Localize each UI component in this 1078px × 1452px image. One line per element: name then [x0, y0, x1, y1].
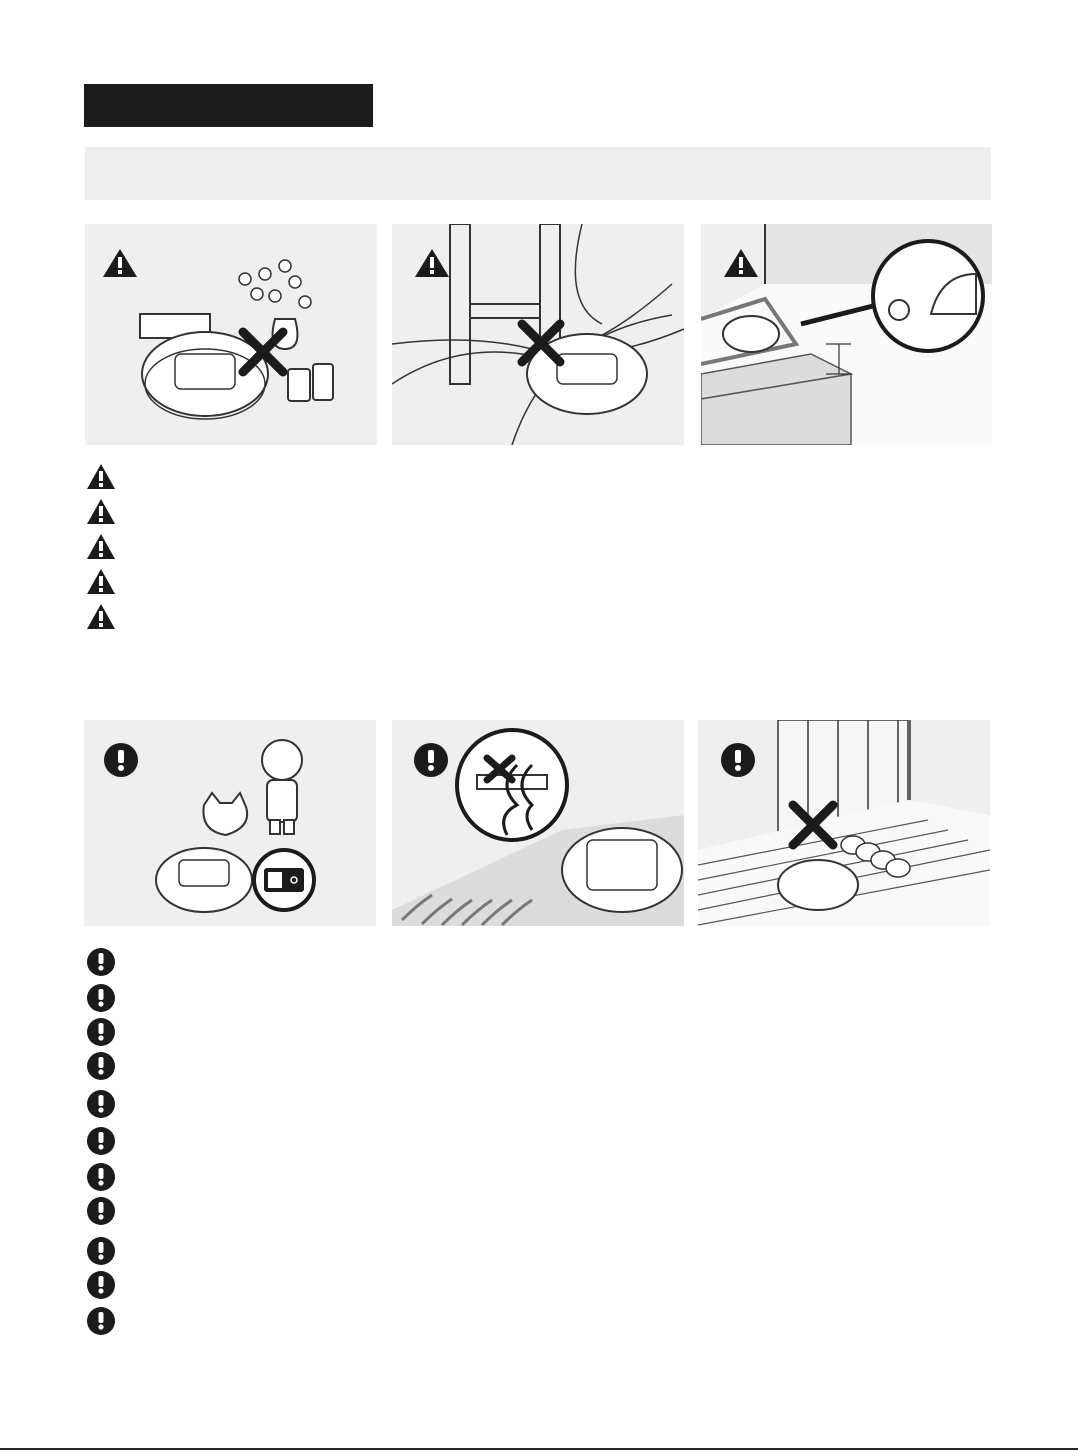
caution-item-icon	[86, 1306, 116, 1336]
warning-triangle-icon	[86, 497, 116, 527]
warning-panel-stairs	[701, 224, 992, 445]
exclamation-circle-icon	[86, 1270, 116, 1300]
warning-triangle-icon	[86, 532, 116, 562]
warning-triangle-icon	[86, 602, 116, 632]
exclamation-circle-icon	[104, 743, 138, 777]
caution-item-icon	[86, 983, 116, 1013]
illustration-stairs	[701, 224, 992, 445]
section-title	[84, 95, 96, 115]
caution-item-icon	[86, 947, 116, 977]
warning-item-icon	[86, 497, 116, 527]
caution-item-icon	[86, 1196, 116, 1226]
subtitle-box	[85, 147, 991, 200]
illustration-shoes	[698, 720, 990, 926]
warning-triangle-icon	[86, 462, 116, 492]
warning-triangle-icon	[724, 249, 758, 277]
caution-item-icon	[86, 1270, 116, 1300]
exclamation-circle-icon	[86, 1051, 116, 1081]
caution-panel-carpet	[392, 720, 684, 926]
exclamation-circle-icon	[86, 1162, 116, 1192]
caution-panel-shoes	[698, 720, 990, 926]
caution-item-icon	[86, 1162, 116, 1192]
warning-item-icon	[86, 567, 116, 597]
warning-triangle-icon	[86, 567, 116, 597]
warning-item-icon	[86, 462, 116, 492]
warning-triangle-icon	[415, 249, 449, 277]
section-header-bar	[84, 84, 373, 127]
warning-triangle-icon	[103, 249, 137, 277]
caution-item-icon	[86, 1017, 116, 1047]
bottom-divider	[0, 1448, 1078, 1450]
caution-item-icon	[86, 1051, 116, 1081]
exclamation-circle-icon	[86, 1306, 116, 1336]
exclamation-circle-icon	[86, 1196, 116, 1226]
exclamation-circle-icon	[721, 743, 755, 777]
caution-item-icon	[86, 1126, 116, 1156]
illustration-fragile-items	[85, 224, 377, 445]
caution-panel-child-pet	[84, 720, 376, 926]
warning-item-icon	[86, 532, 116, 562]
exclamation-circle-icon	[86, 1236, 116, 1266]
warning-panel-cables	[392, 224, 684, 445]
caution-item-icon	[86, 1236, 116, 1266]
exclamation-circle-icon	[86, 1017, 116, 1047]
caution-item-icon	[86, 1089, 116, 1119]
exclamation-circle-icon	[86, 983, 116, 1013]
illustration-cables	[392, 224, 684, 445]
subtitle-text	[85, 165, 97, 182]
illustration-carpet	[392, 720, 684, 926]
exclamation-circle-icon	[86, 947, 116, 977]
exclamation-circle-icon	[86, 1126, 116, 1156]
exclamation-circle-icon	[86, 1089, 116, 1119]
warning-panel-fragile-items	[85, 224, 377, 445]
illustration-child-pet	[84, 720, 376, 926]
exclamation-circle-icon	[414, 743, 448, 777]
warning-item-icon	[86, 602, 116, 632]
